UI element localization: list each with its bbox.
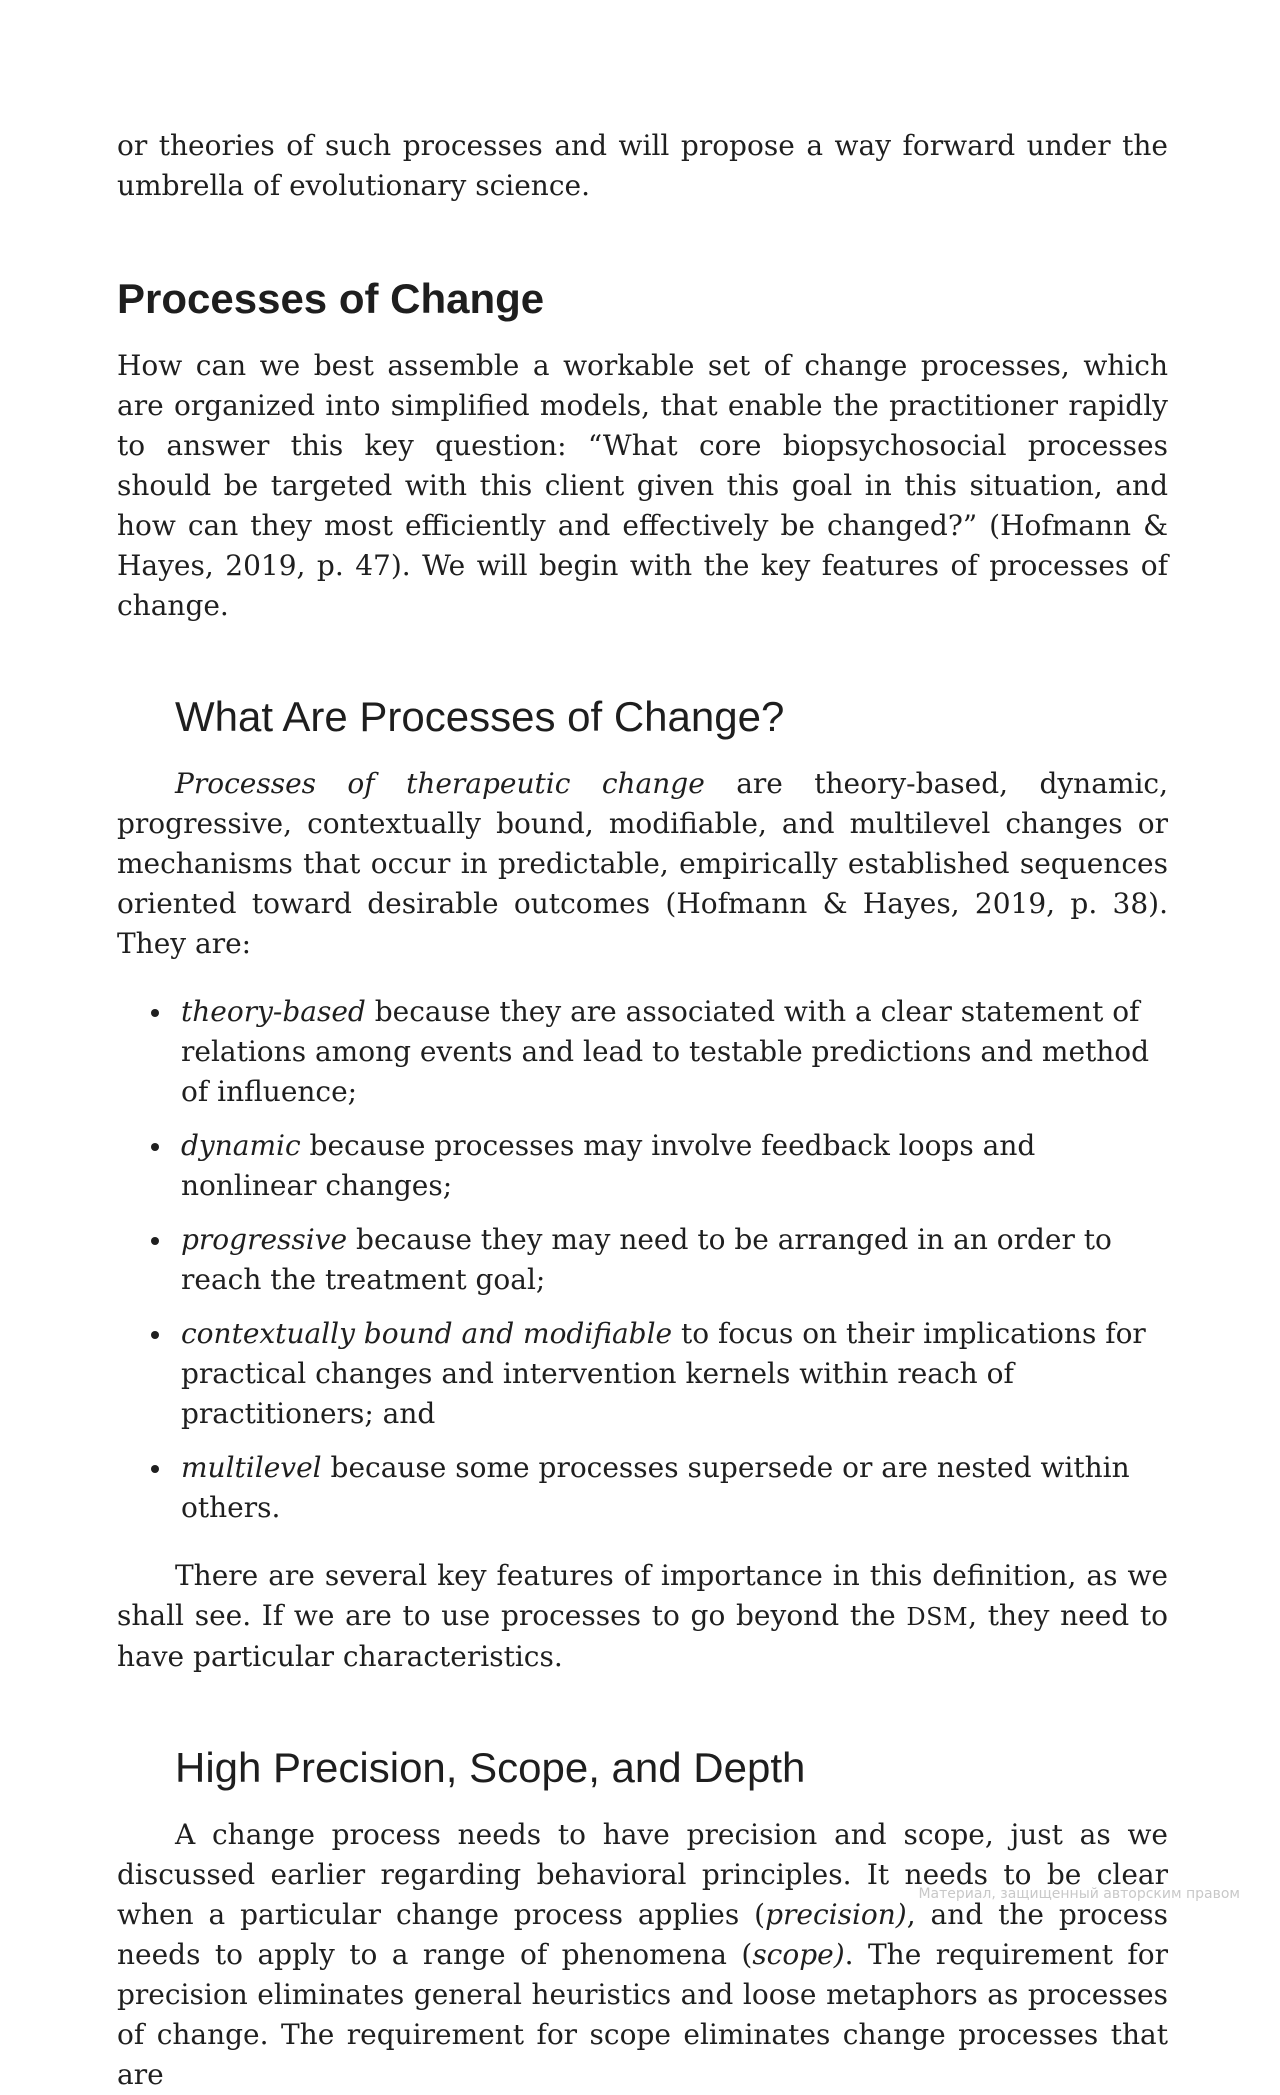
section-heading-high-precision: High Precision, Scope, and Depth [175,1744,806,1791]
list-item-term: dynamic [181,1129,301,1162]
section-heading-what-are-processes: What Are Processes of Change? [175,693,785,740]
bullet-icon [151,1465,159,1473]
list-item-text: because they may need to be arranged in an order to reach the treatment goal; [181,1223,1112,1296]
list-item-term: multilevel [181,1451,322,1484]
definition-paragraph [117,764,1168,964]
list-item-text: because processes may involve feedback loops and nonlinear changes; [181,1129,1036,1202]
intro-paragraph: or theories of such processes and will propose a way forward under the umbrella of evolutionary science. [117,129,1168,202]
precision-text-a: A change process needs to have precision and scope, just as we discussed earlier regarding behavioral principles. It needs to be clear when a particular change process applies ( [117,1818,1168,1931]
precision-text-c: . The requirement for precision eliminates general heuristics and loose metaphors as processes of change. The requirement for scope eliminates change processes that are [117,1938,1169,2091]
list-item-text: to focus on their implications for practical changes and intervention kernels within reach of practitioners; and [181,1317,1146,1430]
list-item [117,1448,1168,1528]
bullet-icon [151,1331,159,1339]
key-features-text: There are several key features of importance in this definition, as we shall see. If we are to use processes to go beyond the [117,1559,1168,1632]
section1-paragraph: How can we best assemble a workable set of change processes, which are organized into simplified models, that enable the practitioner rapidly to answer this key question: “What core biopsychosocial processes should be targeted with this client given this goal in this situation, and how can they most efficiently and effectively be changed?” (Hofmann & Hayes, 2019, p. 47). We will begin with the key features of processes of change. [117,349,1168,622]
list-item [117,992,1168,1112]
list-item [117,1220,1168,1300]
list-item [117,1126,1168,1206]
list-item-term: theory-based [181,995,366,1028]
bullet-icon [151,1143,159,1151]
scope-term: scope) [752,1938,845,1971]
list-item-text: because some processes supersede or are nested within others. [181,1451,1130,1524]
feature-list [117,992,1168,1528]
precision-term: precision) [765,1898,907,1931]
section-heading-processes-of-change: Processes of Change [117,275,545,322]
dsm-abbreviation: DSM [906,1603,969,1631]
list-item-text: because they are associated with a clear statement of relations among events and lead to testable predictions and method of influence; [181,995,1150,1108]
list-item-term: contextually bound and modifiable [181,1317,673,1350]
list-item [117,1314,1168,1434]
key-features-text-end: , they need to have particular characteristics. [117,1599,1168,1673]
precision-text-b: , and the process needs to apply to a range of phenomena ( [117,1898,1169,1971]
definition-text: are theory-based, dynamic, progressive, contextually bound, modifiable, and multilevel changes or mechanisms that occur in predictable, empirically established sequences oriented toward desirable outcomes (Hofmann & Hayes, 2019, p. 38). They are: [117,767,1169,960]
list-item-term: progressive [181,1223,348,1256]
page-content [117,126,1168,2095]
precision-paragraph [117,1815,1168,2095]
bullet-icon [151,1237,159,1245]
copyright-watermark: Материал, защищенный авторским правом [918,1886,1240,1902]
bullet-icon [151,1009,159,1017]
definition-term: Processes of therapeutic change [175,767,705,800]
key-features-paragraph [117,1556,1168,1677]
